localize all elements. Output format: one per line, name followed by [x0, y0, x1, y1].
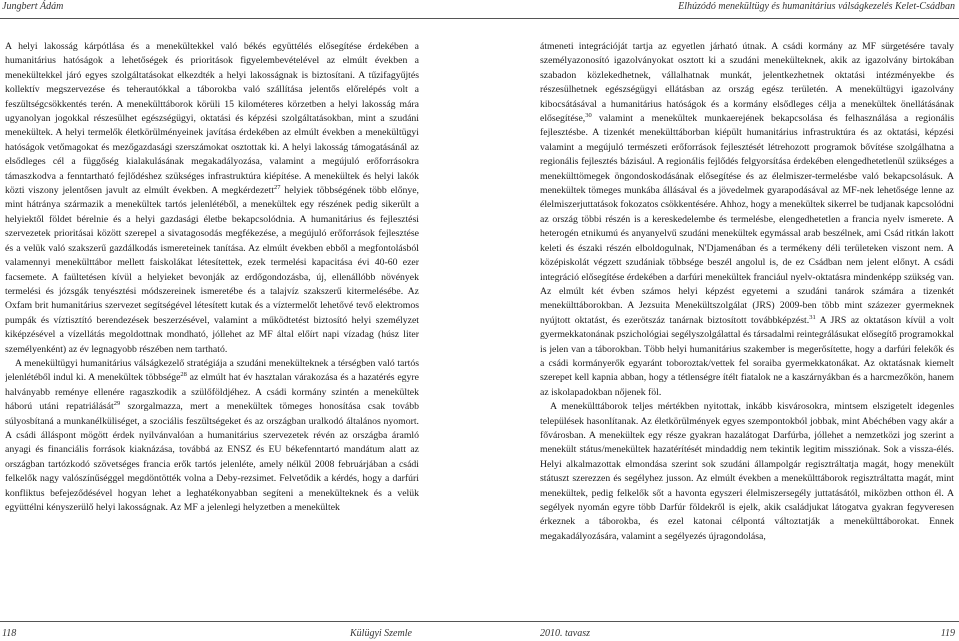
left-paragraph-2-end: szorgalmazza, mert a menekültek tömeges honosítása csak tovább súlyosbítaná a munkanélküliséget, a szociális feszültségeket és az országban uralkodó általános nyomort. A csádi álláspont mögött érdek nyilvánvalóan a humanitárius szervezetek révén az országba áramló anyagi és financiális források kiaknázása, továbbá az ENSZ és EU békefenntartó mandátum alatt az országban tartózkodó szövetséges francia erők tartós jelenléte, amely nélkül 2008 februárjában a csádi felkelők nagy valószínűséggel megdöntötték volna a Deby-rezsimet. Felvetődik a kérdés, hogy a darfúri konfliktus befejeződésével hogyan lehet a leghatékonyabban segíteni a menekülteknek és a velük együttélni kényszerülő helyi lakosságnak. Az MF a jelenlegi helyzetben a menekültek: [5, 401, 419, 513]
running-head-article-title: Elhúzódó menekültügy és humanitárius válságkezelés Kelet-Csádban: [678, 1, 955, 12]
footer-rule: [0, 621, 959, 622]
header-rule: [0, 18, 959, 19]
left-paragraph-2: [5, 357, 419, 515]
left-paragraph-2-continued: az elmúlt hat év hasztalan várakozása és a hazatérés egyre halványabb reménye ellenére ragaszkodik a szülőföldjéhez. A csádi kormány szintén a menekültek háború utáni repatriálását: [5, 372, 419, 413]
running-head: [0, 0, 959, 13]
page-number-right: 119: [940, 628, 955, 639]
footer: [0, 627, 959, 640]
footnote-ref-28[interactable]: 28: [180, 371, 187, 379]
left-paragraph-1-text: A helyi lakosság kárpótlása és a menekültekkel való békés együttélés elősegítése érdekében a humanitárius hatóságok a lehetőségek és prioritások figyelembevételével az elmúlt években a menekültekkel járó egyes szolgáltatásokat elkezdték a helyi lakosságnak is biztosítani. A tűzifagyűjtés kollektív megszervezése és teherautókkal a táborokba való szállítása jelentős előrelépés volt a feszültségcsökkentés terén. A menekülttáborok körüli 15 kilométeres körzetben a helyi lakosság mára ugyanolyan jogokkal részesülhet egészségügyi, oktatási és képzési szolgáltatásokban, mint a szudáni menekültek. A helyi termelők életkörülményeinek javítása érdekében az elmúlt években a menekültügyi hatóságok vetőmagokat és mezőgazdasági szerszámokat osztottak ki. A helyi lakosság támogatásánál az elsődleges cél a függőség kialakulásának megakadályozása, valamint a megújuló erőforrásokra támaszkodva a fenntartható fejlődéshez szükséges infrastruktúra kiépítése. A menekültek és helyi lakók közti viszony jelentősen javult az elmúlt években. A megkérdezett: [5, 41, 419, 197]
issue-label: 2010. tavasz: [540, 628, 590, 639]
left-paragraph-1: [5, 40, 419, 357]
running-head-author: Jungbert Ádám: [2, 1, 64, 12]
footnote-ref-30[interactable]: 30: [585, 111, 592, 119]
left-column: [5, 40, 419, 616]
right-column: [540, 40, 954, 616]
footnote-ref-27[interactable]: 27: [274, 183, 281, 191]
right-paragraph-1: [540, 40, 954, 400]
journal-name: Külügyi Szemle: [350, 628, 412, 639]
right-paragraph-1-end: A JRS az oktatáson kívül a volt gyermekkatonának pszichológiai segélyszolgálattal és társadalmi reintegrálásukat elősegítő programokkal is jelen van a táborokban. Több helyi humanitárius szakember is megerősítette, hogy a darfúri felekők és a csádi kormányerők egyaránt toboroztak/vettek fel soraiba gyermekkatonákat. Az oktatásnak kiemelt szerepet kell kapnia abban, hogy a tétlenségre ítélt fiatalok ne a kaszárnyákban és a harcmezőkön, hanem az iskolapadokban nőjenek föl.: [540, 314, 954, 398]
footnote-ref-31[interactable]: 31: [809, 313, 816, 321]
left-paragraph-1-continued: helyiek többségének több előnye, mint hátránya származik a menekültek tartós jelenlétéből, a menekültek egy részének pedig sikerült a helyiektől földet bérelnie és a helyi gazdasági életbe bekapcsolódnia. A humanitárius és fejlesztési szervezetek prioritásai között szerepel a sivatagosodás megfékezése, a megújuló erőforrások fejlesztése és a velük való szakszerű gazdálkodás ismereteinek tanítása. Az elmúlt években ebből a megfontolásból valamennyi menekülttábor mellett faiskolákat létesítettek, ezek termelési kapacitása évi 40-60 ezer facsemete. A faültetésen kívül a helyieket bevonják az erdőgondozásba, új, ellenállóbb növények termelési és józsgák tenyésztési módszereinek ismeretébe és a talajvíz szakszerű kitermelésébe. Az Oxfam brit humanitárius szervezet segítségével létesített kutak és a víztermelőt lehetővé tevő elektromos pumpák és víztisztító berendezések beszerzésével, valamint a működtetést biztosító helyi személyzet kiképzésével a vízellátás megoldottnak mondható, jóllehet az MF által előírt napi vízadag (húsz liter személyenként) az év legnagyobb részében nem tartható.: [5, 185, 419, 355]
right-paragraph-1-continued: valamint a menekültek munkaerejének bekapcsolása és felhasználása a regionális fejlesztésbe. A tizenkét menekülttáborban kiépült humanitárius infrastruktúra és az oktatási, képzési valamint a megújuló természeti erőforrások fejlesztését létrehozott programok bővítése szolgálhatna a regionális fejlesztés bázisául. A regionális fejlődés felgyorsítása érdekében elengedhetetlenül szükséges a menekülttömegek öngondoskodásának elősegítése és az élelmiszer-termelésbe való bekapcsolásuk. A menekültek tömeges munkába állásával és a jövedelmek gyarapodásával az MF-nek lehetősége lenne az élelmiszerjuttatások fokozatos csökkentésére. Ahhoz, hogy a menekültek sikerrel be tudjanak kapcsolódni az ország többi részén is a kereskedelembe és termelésbe, elengedhetetlen a francia nyelv ismerete. A heterogén etnikumú és anyanyelvű szudáni menekültek egymással arab beszélnek, ami Csád ritkán lakott keleti és északi részén elboldogulnak, N'Djamenában és a termékeny déli területeken viszont nem. A középiskolát végzett szudániak többsége beszél angolul is, de ez Csádban nem jelent előnyt. A csádi integráció elősegítése érdekében a darfúri menekültek franciául nyelv-oktatásra mindenképp szükség van. Az elmúlt két évben számos helyi képzést egyetemi a szudáni tanárok számára a tizenkét menekülttáborokban. A Jezsuita Menekültszolgálat (JRS) 2009-ben több mint százezer gyermeknek nyújtott oktatást, és ezerötszáz tanárnak biztosított továbbképzést.: [540, 113, 954, 326]
right-paragraph-1-text: átmeneti integrációját tartja az egyetlen járható útnak. A csádi kormány az MF sürgetésére tavaly személyazonosító igazolványokat osztott ki a szudáni menekülteknek, akik az igazolvány birtokában szabadon közlekedhetnek, vállalhatnak munkát, jelentkezhetnek oktatási intézményekbe és részesülhetnek egészségügyi ellátásban az ország egész területén. A menekültügyi igazolvány kibocsátásával a humanitárius hatóságok és a kormány elsődleges célja a menekültek önellátásának elősegítése,: [540, 41, 954, 125]
page-number-left: 118: [2, 628, 17, 639]
footnote-ref-29[interactable]: 29: [113, 399, 121, 407]
right-paragraph-2-text: A menekülttáborok teljes mértékben nyitottak, inkább kisvárosokra, mintsem elszigetelt idegenles települések hasonlítanak. Az életkörülmények egyes szempontokból jobbak, mint Abéchében vagy akár a fővárosban. A menekültek egy része gyakran hazalátogat Darfúrba, jóllehet a nemzetközi jog szerint a menekült státus/menekültek hazatérítését mindaddig nem tekintik legitim missziónak. Sok a vissza-élés. Helyi alkalmazottak elmondása szerint sok szudáni állampolgár regisztráltatja magát, hogy menekült státuszt szerezzen és segélyhez jusson. Az elmúlt években a menekülttáborok regisztráltatta magát, mint menekültek, pedig felkelők sőt a havonta egyszeri élelmiszersegély juttatásától, miközben otthon él. A segélyek nyomán egyre több Darfúr földekről is ejelk, akik családjukat látogatva gyakran fegyveresen érkeznek a táborokba, és ezel katonai célpontá változtatják a menekülttáborokat. Ennek megakadályozására, valamint a segélyezés újragondolása,: [540, 401, 954, 542]
left-paragraph-2-text: A menekültügyi humanitárius válságkezelő stratégiája a szudáni menekülteknek a térségben való tartós jelenlétéből indul ki. A menekültek többsége: [5, 357, 419, 384]
right-paragraph-2: [540, 400, 954, 544]
